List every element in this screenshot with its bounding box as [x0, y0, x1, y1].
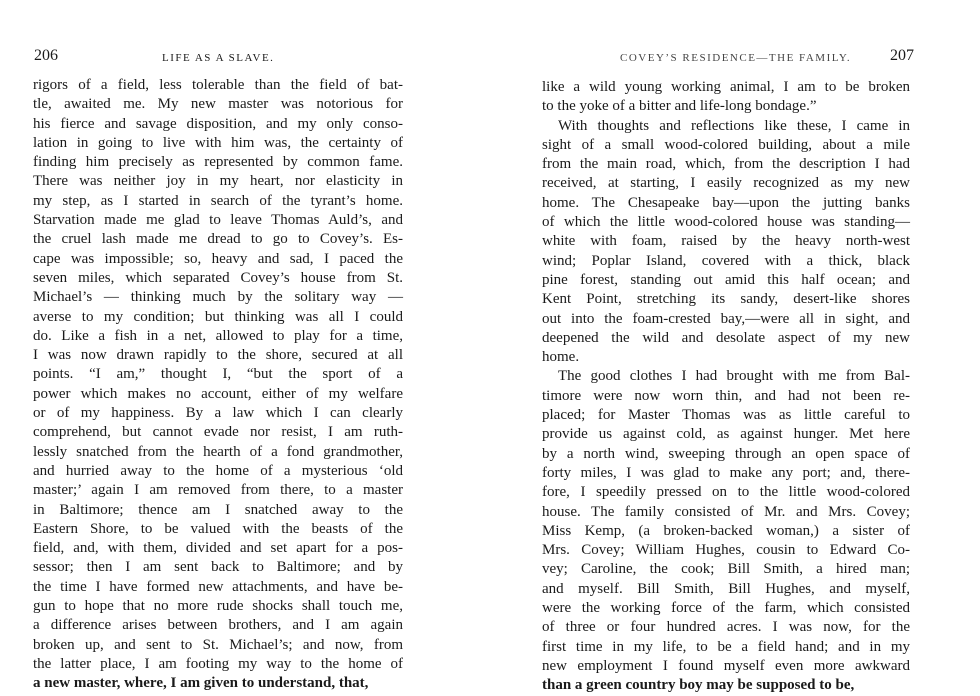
running-head: LIFE AS A SLAVE.: [162, 52, 275, 64]
text-line: power which makes no account, either of my welfare: [33, 385, 403, 402]
text-line: in Baltimore; thence am I snatched away to the: [33, 501, 403, 518]
text-line: fore, I speedily pressed on to the little wood-colored: [542, 484, 910, 501]
text-line: a difference arises between brothers, and I am again: [33, 617, 403, 634]
text-line: house. The family consisted of Mr. and Mrs. Covey;: [542, 503, 910, 520]
text-line: finding him precisely as represented by common fame.: [33, 154, 403, 171]
text-line: of three or four hundred acres. I was now, for the: [542, 619, 910, 636]
text-line: comprehend, but cannot evade nor resist, I am ruth-: [33, 424, 403, 441]
text-line: home.: [542, 349, 580, 366]
text-line: deepened the wild and desolate aspect of my new: [542, 329, 910, 346]
text-line: Miss Kemp, (a broken-backed woman,) a sister of: [542, 522, 910, 539]
text-line: placed; for Master Thomas was as little careful to: [542, 407, 910, 424]
text-line: broken up, and sent to St. Michael’s; and now, from: [33, 636, 403, 653]
text-line: and hurried away to the home of a mysterious ‘old: [33, 462, 403, 479]
text-line: vey; Caroline, the cook; Bill Smith, a hired man;: [542, 561, 910, 578]
text-line: of which the little wood-colored house was standing—: [542, 214, 910, 231]
text-line: Starvation made me glad to leave Thomas Auld’s, and: [33, 212, 403, 229]
text-line: sight of a small wood-colored building, about a mile: [542, 136, 910, 153]
text-line: the latter place, I am footing my way to the home of: [33, 655, 403, 672]
text-line: out into the foam-crested bay,—were all in sight, and: [542, 310, 910, 327]
text-line: or of my happiness. By a law which I can clearly: [33, 405, 403, 422]
text-line: his fierce and savage disposition, and my only conso-: [33, 115, 403, 132]
text-line: were the working force of the farm, which consisted: [542, 600, 910, 617]
text-line: like a wild young working animal, I am to be broken: [542, 79, 910, 95]
text-line: field, and, with them, divided and set apart for a pos-: [33, 540, 403, 557]
text-line: I was now drawn rapidly to the shore, secured at all: [33, 347, 403, 364]
text-line: lation in going to live with him was, the certainty of: [33, 134, 403, 151]
text-line: provide us against cold, as against hunger. Met here: [542, 426, 910, 443]
text-line: pine forest, standing out amid this half ocean; and: [542, 271, 910, 288]
text-line: than a green country boy may be supposed to be,: [542, 677, 855, 694]
running-head: COVEY’S RESIDENCE—THE FAMILY.: [620, 52, 852, 64]
text-line: tle, awaited me. My new master was notorious for: [33, 96, 403, 113]
text-line: by a north wind, sweeping through an open space of: [542, 445, 910, 462]
text-line: received, at starting, I easily recognized as my new: [542, 175, 910, 192]
left-page: [0, 0, 490, 692]
text-line: from the main road, which, from the description I had: [542, 156, 910, 173]
text-line: a new master, where, I am given to understand, that,: [33, 675, 369, 692]
text-line: There was neither joy in my heart, nor elasticity in: [33, 173, 403, 190]
text-line: my step, as I started in search of the tyrant’s home.: [33, 192, 403, 209]
text-line: the time I have formed new attachments, and have be-: [33, 578, 403, 595]
text-line: do. Like a fish in a net, allowed to play for a time,: [33, 327, 403, 344]
text-line: home. The Chesapeake bay—upon the jutting banks: [542, 194, 910, 211]
text-line: averse to my condition; but thinking was all I could: [33, 308, 403, 325]
page-body: [542, 78, 910, 696]
text-line: gun to hope that no more rude shocks shall touch me,: [33, 598, 403, 615]
text-line: forty miles, I was glad to make any port; and, there-: [542, 464, 910, 481]
page-number: 207: [890, 47, 914, 64]
text-line: With thoughts and reflections like these, I came in: [558, 117, 910, 134]
text-line: master;’ again I am removed from there, to a master: [33, 482, 403, 499]
text-line: white with foam, raised by the heavy north-west: [542, 233, 910, 250]
right-page: [490, 0, 980, 694]
page-number: 206: [34, 47, 58, 64]
text-line: seven miles, which separated Covey’s house from St.: [33, 269, 403, 286]
text-line: first time in my life, to be a field hand; and in my: [542, 638, 910, 655]
text-line: new employment I found myself even more awkward: [542, 657, 910, 674]
text-line: cape was impossible; so, heavy and sad, I paced the: [33, 250, 403, 267]
text-line: Michael’s — thinking much by the solitary way —: [33, 289, 403, 306]
text-line: the cruel lash made me dread to go to Covey’s. Es-: [33, 231, 403, 248]
page-body: [33, 76, 403, 694]
text-line: The good clothes I had brought with me from Bal-: [558, 368, 910, 385]
text-line: to the yoke of a bitter and life-long bondage.”: [542, 98, 817, 115]
text-line: timore were now worn thin, and had not been re-: [542, 387, 910, 404]
text-line: lessly snatched from the hearth of a fond grandmother,: [33, 443, 403, 460]
text-line: points. “I am,” thought I, “but the sport of a: [33, 366, 403, 383]
text-line: Eastern Shore, to be valued with the beasts of the: [33, 520, 403, 537]
text-line: sessor; then I am sent back to Baltimore; and by: [33, 559, 403, 576]
text-line: rigors of a field, less tolerable than the field of bat-: [33, 77, 403, 93]
text-line: Mrs. Covey; William Hughes, cousin to Edward Co-: [542, 542, 910, 559]
text-line: Kent Point, stretching its sandy, desert-like shores: [542, 291, 910, 308]
text-line: and myself. Bill Smith, Bill Hughes, and myself,: [542, 580, 910, 597]
text-line: wind; Poplar Island, covered with a thick, black: [542, 252, 910, 269]
